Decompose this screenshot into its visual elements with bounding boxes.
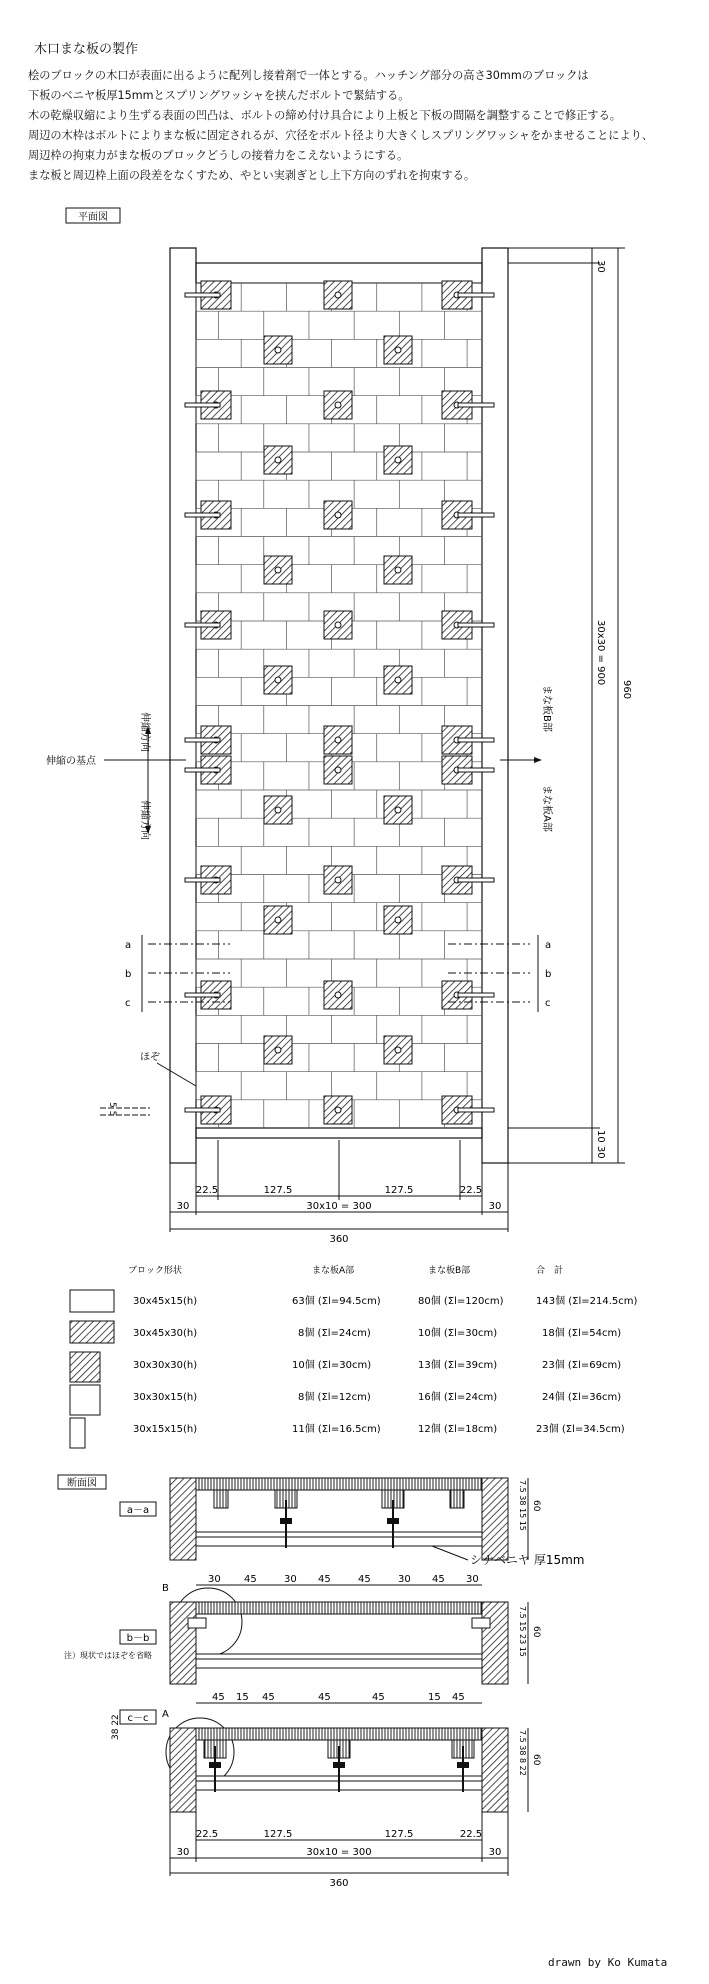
svg-text:30: 30	[488, 1201, 502, 1212]
cut-mark-b-right: b	[545, 969, 552, 980]
frame-bolt	[185, 993, 220, 997]
plan-dims-right	[508, 248, 632, 1163]
svg-text:30x30 = 900: 30x30 = 900	[595, 620, 606, 686]
svg-text:45: 45	[244, 1574, 257, 1585]
svg-text:10個 (Σl=30cm): 10個 (Σl=30cm)	[292, 1360, 372, 1371]
svg-text:45: 45	[358, 1574, 371, 1585]
svg-text:45: 45	[432, 1574, 445, 1585]
svg-text:143個 (Σl=214.5cm): 143個 (Σl=214.5cm)	[536, 1296, 638, 1307]
bolt-hole	[335, 992, 341, 998]
svg-text:16個 (Σl=24cm): 16個 (Σl=24cm)	[418, 1392, 498, 1403]
frame-bolt	[185, 1108, 220, 1112]
bolt-hole	[335, 512, 341, 518]
frame-bolt	[185, 513, 220, 517]
svg-text:38 22: 38 22	[111, 1714, 121, 1740]
svg-text:30x10 = 300: 30x10 = 300	[306, 1201, 372, 1212]
table-header-a: まな板A部	[312, 1266, 355, 1276]
svg-text:30: 30	[488, 1847, 502, 1858]
bolt-hole	[335, 402, 341, 408]
svg-text:30x15x15(h): 30x15x15(h)	[133, 1424, 198, 1435]
table-header-total: 合 計	[536, 1266, 564, 1276]
table-header-shape: ブロック形状	[128, 1266, 182, 1276]
bolt-hole	[335, 292, 341, 298]
svg-text:45: 45	[372, 1692, 385, 1703]
aa-dims	[196, 1574, 482, 1585]
svg-text:30: 30	[284, 1574, 297, 1585]
description-line: 周辺の木枠はボルトによりまな板に固定されるが、穴径をボルト径より大きくしスプリングワッシャをかませることにより、	[28, 129, 654, 142]
svg-text:45: 45	[452, 1692, 465, 1703]
bolt-hole	[395, 457, 401, 463]
svg-text:15: 15	[236, 1692, 249, 1703]
svg-text:30x45x30(h): 30x45x30(h)	[133, 1328, 198, 1339]
svg-text:30: 30	[398, 1574, 411, 1585]
svg-text:24個 (Σl=36cm): 24個 (Σl=36cm)	[542, 1392, 622, 1403]
svg-text:30: 30	[595, 260, 606, 273]
frame-bolt	[458, 403, 494, 407]
svg-text:13個 (Σl=39cm): 13個 (Σl=39cm)	[418, 1360, 498, 1371]
frame-bolt	[458, 1108, 494, 1112]
table-header-b: まな板B部	[428, 1266, 471, 1276]
svg-text:断面図: 断面図	[67, 1478, 97, 1489]
svg-text:45: 45	[212, 1692, 225, 1703]
svg-text:22.5: 22.5	[459, 1829, 483, 1840]
frame-bolt	[458, 623, 494, 627]
svg-text:15: 15	[428, 1692, 441, 1703]
svg-text:127.5: 127.5	[263, 1185, 293, 1196]
bolt-hole	[395, 347, 401, 353]
hozo-label: ほぞ	[140, 1052, 160, 1063]
bolt-hole	[395, 807, 401, 813]
svg-text:45: 45	[318, 1574, 331, 1585]
bolt-hole	[395, 677, 401, 683]
bolt-hole	[275, 457, 281, 463]
cut-mark-a-left: a	[125, 940, 132, 951]
description-line: 桧のブロックの木口が表面に出るように配列し接着剤で一体とする。ハッチング部分の高さ30mmのブロックは	[28, 69, 589, 82]
svg-text:7.5 38 15 15: 7.5 38 15 15	[518, 1480, 527, 1531]
frame-bolt	[185, 623, 220, 627]
cut-mark-b-left: b	[125, 969, 132, 980]
board-b-label: まな板B部	[541, 685, 552, 732]
frame-bolt	[458, 513, 494, 517]
svg-text:63個 (Σl=94.5cm): 63個 (Σl=94.5cm)	[292, 1296, 381, 1307]
svg-text:30x30x15(h): 30x30x15(h)	[133, 1392, 198, 1403]
svg-text:30: 30	[176, 1201, 190, 1212]
svg-text:23個 (Σl=69cm): 23個 (Σl=69cm)	[542, 1360, 622, 1371]
expansion-origin: 伸縮の基点	[46, 756, 96, 767]
cc-dims	[170, 1812, 508, 1889]
section-aa	[120, 1478, 584, 1567]
frame-bolt	[185, 738, 220, 742]
bolt-hole	[275, 917, 281, 923]
svg-text:45: 45	[262, 1692, 275, 1703]
svg-text:12個 (Σl=18cm): 12個 (Σl=18cm)	[418, 1424, 498, 1435]
table-row	[133, 1359, 621, 1371]
svg-text:30x45x15(h): 30x45x15(h)	[133, 1296, 198, 1307]
cut-mark-a-right: a	[545, 940, 552, 951]
bolt-hole	[335, 1107, 341, 1113]
board-a-label: まな板A部	[541, 785, 552, 832]
veneer-label: シナベニヤ 厚15mm	[470, 1553, 585, 1567]
frame-bolt	[185, 293, 220, 297]
svg-text:22.5: 22.5	[459, 1185, 483, 1196]
svg-text:7.5 38 8 22: 7.5 38 8 22	[518, 1730, 527, 1776]
svg-text:10個 (Σl=30cm): 10個 (Σl=30cm)	[418, 1328, 498, 1339]
frame-bolt	[458, 878, 494, 882]
svg-text:127.5: 127.5	[263, 1829, 293, 1840]
description-line: 木の乾燥収縮により生ずる表面の凹凸は、ボルトの締め付け具合により上板と下板の間隔を調整することで修正する。	[28, 109, 621, 122]
drawing-title: 木口まな板の製作	[34, 42, 139, 57]
bolt-hole	[275, 347, 281, 353]
svg-text:30: 30	[176, 1847, 190, 1858]
svg-text:22.5: 22.5	[195, 1185, 219, 1196]
svg-text:b－b: b－b	[126, 1633, 150, 1644]
svg-text:127.5: 127.5	[384, 1829, 414, 1840]
bolt-hole	[335, 622, 341, 628]
table-row	[133, 1423, 625, 1435]
svg-text:23個 (Σl=34.5cm): 23個 (Σl=34.5cm)	[536, 1424, 625, 1435]
frame-bolt	[458, 293, 494, 297]
svg-text:45: 45	[318, 1692, 331, 1703]
detail-b-label: B	[162, 1583, 169, 1594]
frame-bolt	[185, 878, 220, 882]
svg-text:960: 960	[621, 680, 632, 700]
plan-annotations	[46, 685, 554, 1086]
table-row	[133, 1295, 638, 1307]
bolt-hole	[335, 737, 341, 743]
description-line: 下板のベニヤ板厚15mmとスプリングワッシャを挟んだボルトで緊結する。	[28, 89, 410, 102]
bolt-hole	[275, 567, 281, 573]
plan-label	[66, 208, 120, 223]
section-label	[58, 1475, 106, 1489]
svg-text:30x30x30(h): 30x30x30(h)	[133, 1360, 198, 1371]
svg-text:30x10 = 300: 30x10 = 300	[306, 1847, 372, 1858]
svg-text:11個 (Σl=16.5cm): 11個 (Σl=16.5cm)	[292, 1424, 381, 1435]
bolt-hole	[395, 567, 401, 573]
section-bb	[64, 1583, 541, 1684]
svg-text:60: 60	[531, 1500, 541, 1512]
svg-text:8個 (Σl=12cm): 8個 (Σl=12cm)	[298, 1392, 371, 1403]
svg-text:60: 60	[531, 1754, 541, 1766]
svg-text:7.5 15 23 15: 7.5 15 23 15	[518, 1606, 527, 1657]
plan-dims-left	[100, 1102, 150, 1116]
cut-mark-c-left: c	[125, 998, 131, 1009]
svg-text:127.5: 127.5	[384, 1185, 414, 1196]
svg-text:18個 (Σl=54cm): 18個 (Σl=54cm)	[542, 1328, 622, 1339]
section-cc	[111, 1709, 541, 1812]
svg-text:8個 (Σl=24cm): 8個 (Σl=24cm)	[298, 1328, 371, 1339]
bolt-hole	[335, 877, 341, 883]
bolt-hole	[335, 767, 341, 773]
bolt-hole	[395, 917, 401, 923]
frame-bolt	[185, 403, 220, 407]
cut-mark-c-right: c	[545, 998, 551, 1009]
frame-bolt	[185, 768, 220, 772]
hatched-blocks	[185, 281, 494, 1124]
table-row	[133, 1327, 621, 1339]
detail-a-label: A	[162, 1709, 169, 1720]
svg-text:60: 60	[531, 1626, 541, 1638]
table-row	[133, 1391, 621, 1403]
svg-text:10 30: 10 30	[595, 1130, 606, 1159]
plan-dims-bottom	[170, 1140, 508, 1245]
expansion-dir-lower: 伸縮方向	[139, 800, 150, 840]
bb-dims	[196, 1692, 482, 1703]
description-line: まな板と周辺枠上面の段差をなくすため、やとい実剥ぎとし上下方向のずれを拘束する。	[28, 169, 476, 182]
bolt-hole	[275, 1047, 281, 1053]
bolt-hole	[275, 677, 281, 683]
frame-bolt	[458, 993, 494, 997]
credit-text: drawn by Ko Kumata	[548, 1956, 668, 1969]
bolt-hole	[395, 1047, 401, 1053]
svg-text:360: 360	[329, 1234, 349, 1245]
svg-text:360: 360	[329, 1878, 349, 1889]
svg-text:5 5: 5 5	[107, 1102, 117, 1117]
bolt-hole	[275, 807, 281, 813]
svg-text:c－c: c－c	[127, 1713, 149, 1724]
note-label: 注）現状ではほぞを省略	[64, 1651, 152, 1660]
svg-text:22.5: 22.5	[195, 1829, 219, 1840]
expansion-dir-upper: 伸縮方向	[139, 712, 150, 752]
svg-text:30: 30	[466, 1574, 479, 1585]
svg-text:80個 (Σl=120cm): 80個 (Σl=120cm)	[418, 1296, 504, 1307]
frame-bolt	[458, 768, 494, 772]
description-line: 周辺枠の拘束力がまな板のブロックどうしの接着力をこえないようにする。	[28, 149, 409, 162]
block-table	[70, 1264, 638, 1448]
frame-bolt	[458, 738, 494, 742]
svg-text:30: 30	[208, 1574, 221, 1585]
svg-text:平面図: 平面図	[78, 212, 108, 223]
svg-text:a－a: a－a	[126, 1505, 150, 1516]
